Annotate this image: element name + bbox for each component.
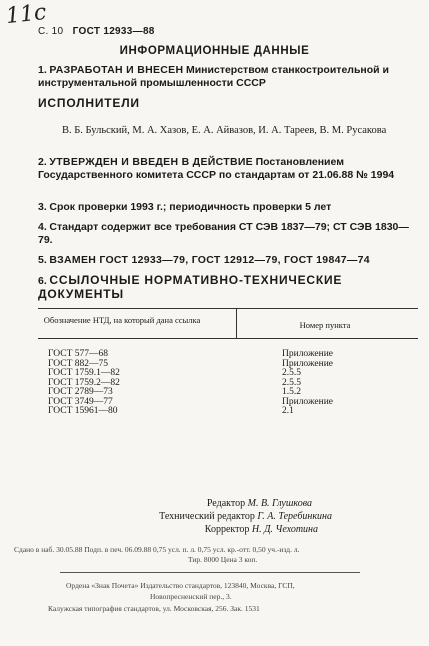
table-cell-point: Приложение	[282, 358, 333, 369]
page-number: С. 10	[38, 26, 64, 37]
page-title: ИНФОРМАЦИОННЫЕ ДАННЫЕ	[119, 45, 310, 57]
info-item-6: 6. ССЫЛОЧНЫЕ НОРМАТИВНО-ТЕХНИЧЕСКИЕ ДОКУМЕНТЫ	[38, 273, 343, 301]
table-cell-point: Приложение	[282, 396, 333, 407]
executors-names: В. Б. Бульский, М. А. Хазов, Е. А. Айвазов, И. А. Тареев, В. М. Русакова	[62, 125, 387, 136]
table-cell-doc: ГОСТ 3749—77	[48, 396, 113, 407]
imprint-line-2: Тир. 8000 Цена 3 коп.	[188, 555, 258, 564]
table-cell-point: 2.5.5	[282, 368, 301, 378]
imprint-line-1: Сдано в наб. 30.05.88 Подп. в печ. 06.09.88 0,75 усл. п. л. 0,75 усл. кр.-отт. 0,50 уч.-изд. л.	[14, 545, 300, 554]
info-item-4: 4. Стандарт содержит все требования СТ СЭВ 1837—79; СТ СЭВ 1830—79.	[38, 221, 409, 246]
credit-editor: Редактор М. В. Глушкова	[206, 498, 312, 509]
table-point-column	[282, 350, 402, 417]
table-cell-doc: ГОСТ 882—75	[48, 358, 108, 369]
credit-corrector: Корректор Н. Д. Чехотина	[204, 524, 318, 535]
table-cell-doc: ГОСТ 1759.2—82	[48, 377, 120, 388]
table-cell-point: 2.5.5	[282, 377, 301, 388]
standard-number: ГОСТ 12933—88	[72, 26, 155, 37]
table-cell-point: 2.1	[282, 406, 294, 416]
table-header-rule	[38, 338, 418, 339]
table-header-doc: Обозначение НТД, на который дана ссылка	[43, 315, 201, 325]
table-header-divider	[236, 308, 237, 338]
table-cell-doc: ГОСТ 15961—80	[48, 406, 118, 416]
table-cell-point: 1.5.2	[282, 387, 301, 397]
info-item-2: 2. УТВЕРЖДЕН И ВВЕДЕН В ДЕЙСТВИЕ Постановлением Государственного комитета СССР по стандартам от 21.06.88 № 1994	[38, 156, 395, 181]
table-cell-doc: ГОСТ 2789—73	[48, 387, 113, 397]
running-head	[38, 26, 155, 37]
imprint-line-3: Ордена «Знак Почета» Издательство стандартов, 123840, Москва, ГСП,	[66, 581, 295, 590]
imprint-rule	[60, 572, 360, 573]
table-top-rule	[38, 308, 418, 309]
table-cell-doc: ГОСТ 577—68	[48, 349, 108, 359]
table-header-point: Номер пункта	[299, 320, 351, 330]
info-executors-heading: ИСПОЛНИТЕЛИ	[38, 96, 140, 110]
info-item-5: 5. ВЗАМЕН ГОСТ 12933—79, ГОСТ 12912—79, ГОСТ 19847—74	[38, 254, 370, 266]
table-cell-point: Приложение	[282, 349, 333, 359]
imprint-line-4: Новопресненский пер., 3.	[150, 592, 232, 601]
credit-tech-editor: Технический редактор Г. А. Теребинкина	[159, 511, 332, 522]
handwritten-page-mark: 11c	[4, 0, 48, 30]
info-item-3: 3. Срок проверки 1993 г.; периодичность проверки 5 лет	[38, 201, 332, 213]
info-item-1: 1. РАЗРАБОТАН И ВНЕСЕН Министерством станкостроительной и инструментальной промышленности СССР	[38, 64, 389, 89]
table-cell-doc: ГОСТ 1759.1—82	[48, 368, 120, 378]
table-doc-column	[48, 350, 188, 417]
imprint-line-5: Калужская типография стандартов, ул. Московская, 256. Зак. 1531	[48, 604, 260, 613]
